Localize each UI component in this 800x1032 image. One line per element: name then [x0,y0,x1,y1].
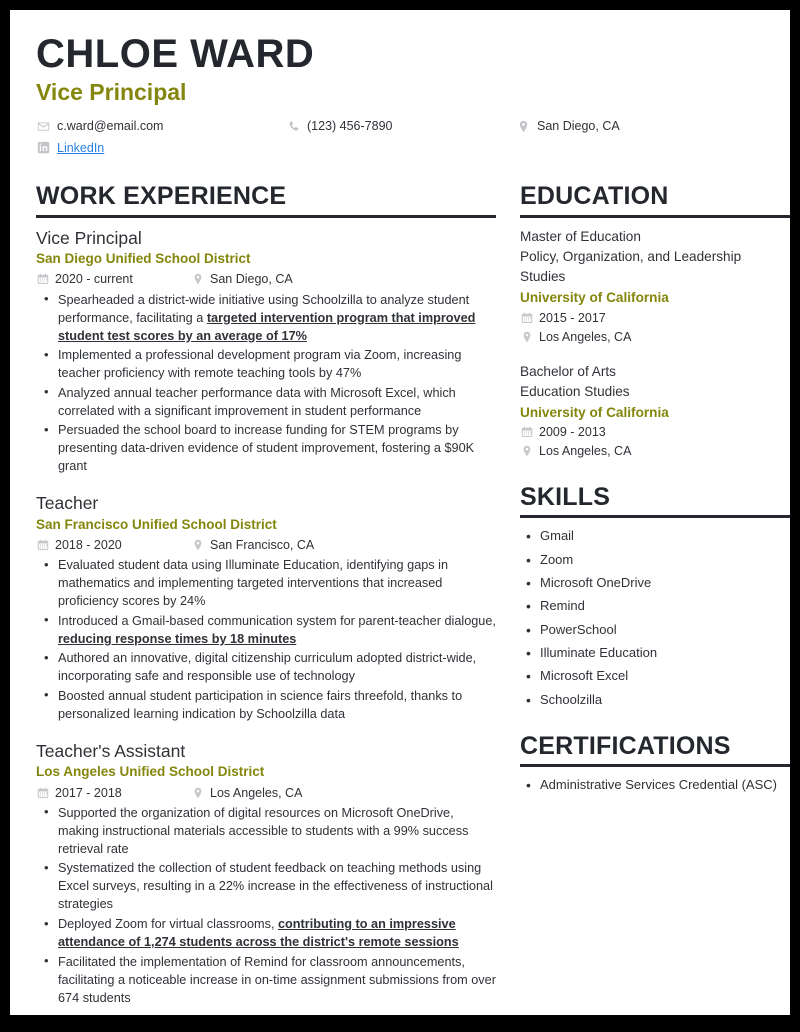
education-location-text: Los Angeles, CA [539,444,632,459]
work-entry [36,740,496,1007]
education-dates-text: 2009 - 2013 [539,425,606,440]
heading-rule [520,515,790,518]
skill-item: • Zoom [520,551,790,570]
heading-rule [520,764,790,767]
contact-email-text: c.ward@email.com [57,119,164,134]
contact-row-secondary [36,140,764,156]
work-experience-heading: WORK EXPERIENCE [36,181,287,210]
certification-item: • Administrative Services Credential (ASC) [520,776,790,795]
skill-item: • Illuminate Education [520,644,790,663]
section-certifications [520,732,790,796]
work-entry-meta [36,271,496,287]
work-bullet: • Evaluated student data using Illuminate Education, identifying gaps in mathematics and implementing targeted interventions that increased proficiency scores by 24% [36,556,496,610]
education-field: Education Studies [520,384,630,400]
resume-body [36,181,777,1015]
education-school: University of California [520,289,669,305]
skill-item: • Microsoft Excel [520,667,790,686]
skill-item: • PowerSchool [520,621,790,640]
skills-list [520,527,790,709]
bullet-highlight: reducing response times by 18 minutes [58,631,297,646]
education-entry [520,227,790,346]
education-location [520,328,790,346]
work-entry-dates [36,537,191,553]
work-entry-location-text: San Francisco, CA [210,537,315,552]
linkedin-icon [36,141,51,154]
education-degree: Bachelor of Arts [520,363,616,379]
work-bullet-list [36,291,496,476]
work-bullet: • Deployed Zoom for virtual classrooms, contributing to an impressive attendance of 1,274 students across the district's remote sessions [36,915,496,951]
heading-rule [520,215,790,218]
contact-linkedin-link[interactable]: LinkedIn [57,140,105,155]
map-pin-icon [191,273,205,285]
work-bullet: • Authored an innovative, digital citizenship curriculum adopted district-wide, incorporating safe and responsible use of technology [36,649,496,685]
work-bullet: • Spearheaded a district-wide initiative using Schoolzilla to analyze student performance, facilitating a targeted intervention program that improved student test scores by an average of 17% [36,291,496,345]
skill-item: • Gmail [520,527,790,546]
education-school: University of California [520,404,669,420]
heading-rule [36,215,496,218]
work-entry [36,492,496,723]
contact-location-text: San Diego, CA [537,119,620,134]
calendar-icon [36,787,50,799]
phone-icon [286,120,301,133]
work-entry-dates-text: 2017 - 2018 [55,785,122,800]
map-pin-icon [191,787,205,799]
education-field: Policy, Organization, and Leadership Studies [520,249,742,285]
contact-linkedin[interactable] [36,140,286,156]
work-bullet: • Systematized the collection of student feedback on teaching methods using Excel surveys, resulting in a 22% increase in the effectiveness of instructional strategies [36,859,496,913]
contact-phone[interactable] [286,118,516,134]
contact-email[interactable] [36,118,286,134]
work-entry-location [191,537,314,553]
map-pin-icon [191,539,205,551]
section-work-experience [36,182,496,1007]
calendar-icon [520,426,534,438]
work-entry [36,227,496,476]
work-entry-organization: San Diego Unified School District [36,251,251,267]
bullet-highlight: targeted intervention program that improved student test scores by an average of 17% [58,310,476,343]
education-location-text: Los Angeles, CA [539,329,632,344]
contact-phone-text: (123) 456-7890 [307,119,393,134]
education-degree: Master of Education [520,228,641,244]
work-bullet: • Introduced a Gmail-based communication system for parent-teacher dialogue, reducing response times by 18 minutes [36,612,496,648]
work-entry-dates [36,271,191,287]
contact-location [516,118,746,134]
work-entry-location-text: Los Angeles, CA [210,785,303,800]
section-education [520,182,790,461]
contact-row-primary [36,118,764,134]
envelope-icon [36,120,51,133]
education-entry [520,362,790,461]
education-dates [520,423,790,441]
certifications-list [520,776,790,795]
work-entry-organization: San Francisco Unified School District [36,516,277,532]
skill-item: • Remind [520,597,790,616]
work-entry-meta [36,537,496,553]
work-bullet: • Facilitated the implementation of Remind for classroom announcements, facilitating a noticeable increase in on-time assignment submissions from over 674 students [36,953,496,1007]
calendar-icon [520,312,534,324]
education-location [520,442,790,460]
work-entry-title: Teacher's Assistant [36,740,186,761]
work-entry-location-text: San Diego, CA [210,272,293,287]
work-entry-dates [36,785,191,801]
work-entry-dates-text: 2020 - current [55,272,133,287]
section-skills [520,483,790,710]
work-entry-dates-text: 2018 - 2020 [55,537,122,552]
work-entry-title: Teacher [36,493,99,514]
work-bullet: • Analyzed annual teacher performance data with Microsoft Excel, which correlated with a significant improvement in student performance [36,384,496,420]
calendar-icon [36,273,50,285]
right-column [520,182,790,813]
bullet-highlight: contributing to an impressive attendance of 1,274 students across the district's remote sessions [58,917,459,950]
map-pin-icon [520,331,534,343]
education-dates-text: 2015 - 2017 [539,310,606,325]
education-dates [520,309,790,327]
map-pin-icon [520,445,534,457]
work-bullet: • Supported the organization of digital resources on Microsoft OneDrive, making instructional materials accessible to students with a 99% success retrieval rate [36,804,496,858]
work-entry-meta [36,785,496,801]
skills-heading: SKILLS [520,482,611,511]
work-entry-location [191,271,293,287]
candidate-job-title: Vice Principal [36,78,187,105]
work-entry-organization: Los Angeles Unified School District [36,764,265,780]
work-bullet-list [36,804,496,1007]
calendar-icon [36,539,50,551]
work-entry-title: Vice Principal [36,227,142,248]
work-bullet: • Persuaded the school board to increase funding for STEM programs by presenting data-driven evidence of student improvement, fostering a $90K grant [36,421,496,475]
candidate-name: CHLOE WARD [36,32,315,76]
work-bullet: • Implemented a professional development program via Zoom, increasing teacher proficiency with remote teaching tools by 47% [36,346,496,382]
work-bullet-list [36,556,496,723]
resume-page [10,10,790,1015]
left-column [36,182,496,1015]
work-entry-location [191,785,302,801]
map-pin-icon [516,120,531,133]
skill-item: • Schoolzilla [520,691,790,710]
work-bullet: • Boosted annual student participation in science fairs threefold, thanks to personalized learning indication by Schoolzilla data [36,687,496,723]
certifications-heading: CERTIFICATIONS [520,731,731,760]
skill-item: • Microsoft OneDrive [520,574,790,593]
resume-header [36,32,764,156]
education-heading: EDUCATION [520,181,669,210]
